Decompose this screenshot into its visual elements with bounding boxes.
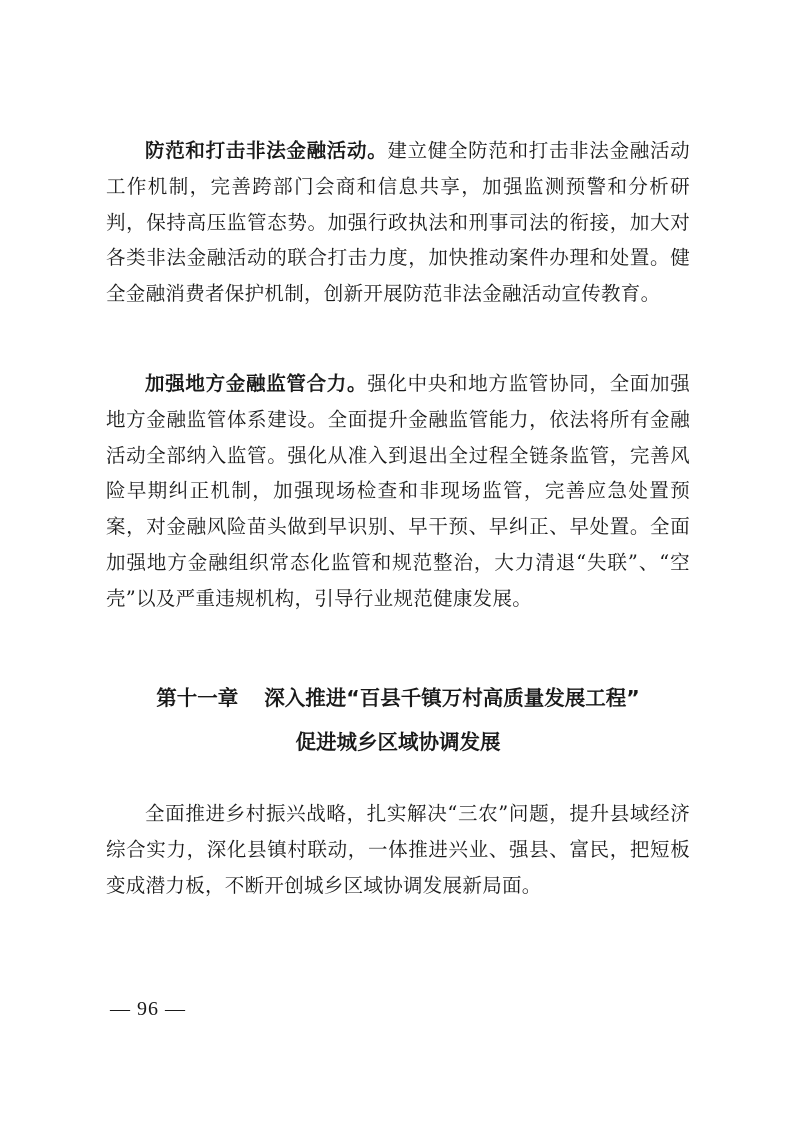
paragraph-body: 强化中央和地方监管协同，全面加强地方金融监管体系建设。全面提升金融监管能力，依法将所有金融活动全部纳入监管。强化从准入到退出全过程全链条监管，完善风险早期纠正机制，加强现场检查和非现场监管，完善应急处置预案，对金融风险苗头做到早识别、早干预、早纠正、早处置。全面加强地方金融组织常态化监管和规范整治，大力清退“失联”、“空壳”以及严重违规机构，引导行业规范健康发展。 bbox=[106, 372, 690, 610]
chapter-heading bbox=[106, 683, 690, 713]
paragraph-body: 建立健全防范和打击非法金融活动工作机制，完善跨部门会商和信息共享，加强监测预警和分析研判，保持高压监管态势。加强行政执法和刑事司法的衔接，加大对各类非法金融活动的联合打击力度，加快推动案件办理和处置。健全金融消费者保护机制，创新开展防范非法金融活动宣传教育。 bbox=[106, 139, 690, 306]
chapter-title-line1: 深入推进“百县千镇万村高质量发展工程” bbox=[264, 686, 640, 710]
chapter-title-line2: 促进城乡区域协调发展 bbox=[295, 730, 501, 754]
chapter-intro-paragraph: 全面推进乡村振兴战略，扎实解决“三农”问题，提升县域经济综合实力，深化县镇村联动，一体推进兴业、强县、富民，把短板变成潜力板，不断开创城乡区域协调发展新局面。 bbox=[106, 802, 690, 897]
page-number: — 96 — bbox=[110, 998, 186, 1020]
paragraph-lead-heading: 防范和打击非法金融活动。 bbox=[145, 139, 388, 162]
paragraph-lead-heading: 加强地方金融监管合力。 bbox=[145, 372, 368, 395]
paragraph-illegal-finance bbox=[106, 133, 690, 312]
paragraph-local-supervision bbox=[106, 366, 690, 617]
chapter-number: 第十一章 bbox=[156, 686, 239, 710]
